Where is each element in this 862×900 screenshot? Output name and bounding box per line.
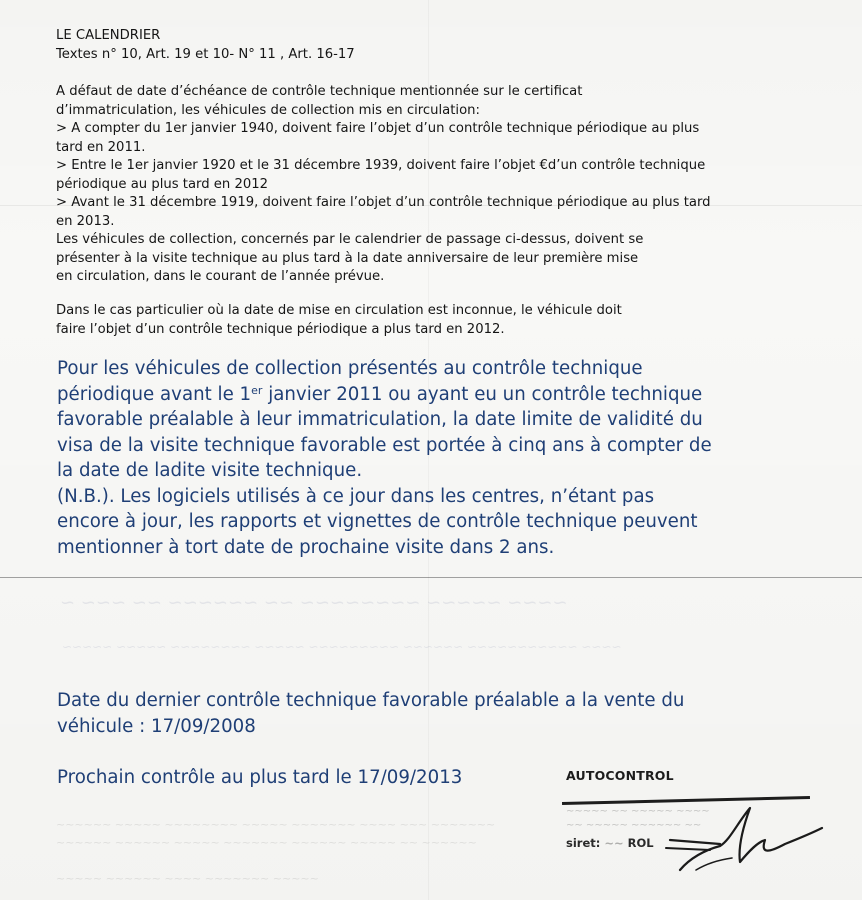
next-control-line: Prochain contrôle au plus tard le 17/09/2013 bbox=[57, 767, 463, 788]
intro-section bbox=[56, 83, 826, 287]
intro-line: d’immatriculation, les véhicules de collection mis en circulation: bbox=[56, 102, 480, 118]
bleed-through-text: ~~~~~ ~~~~~~ ~~~~ ~~~~~~~ ~~~~~ bbox=[56, 872, 319, 885]
blue-line bbox=[57, 382, 847, 408]
last-control-section bbox=[57, 688, 847, 739]
intro-line: > Entre le 1er janvier 1920 et le 31 décembre 1939, doivent faire l’objet €d’un contrôle technique bbox=[56, 158, 706, 173]
intro-line: en circulation, dans le courant de l’année prévue. bbox=[56, 269, 385, 284]
particular-line: Dans le cas particulier où la date de mise en circulation est inconnue, le véhicule doit bbox=[56, 303, 622, 318]
validity-paragraph bbox=[57, 356, 847, 560]
blue-line: encore à jour, les rapports et vignettes de contrôle technique peuvent bbox=[57, 511, 698, 532]
blue-text: janvier 2011 ou ayant eu un contrôle technique bbox=[262, 383, 703, 405]
heading-subtitle: Textes n° 10, Art. 19 et 10- N° 11 , Art. 16-17 bbox=[56, 46, 355, 62]
bleed-through-text: ~~~~~~ ~~~~~~ ~~~~~ ~~~~~~~ ~~~~~~ ~~~~~ ~~ ~~~~~~ bbox=[56, 836, 477, 849]
intro-line: > Avant le 31 décembre 1919, doivent faire l’objet d’un contrôle technique périodique au plus tard bbox=[56, 195, 711, 210]
blue-line: Pour les véhicules de collection présentés au contrôle technique bbox=[57, 358, 643, 379]
siret-label: siret: bbox=[566, 836, 605, 850]
bleed-through-text: ~ ~~~ ~~ ~~~~~~ ~~ ~~~~~~~~ ~~~~~ ~~~~ bbox=[60, 592, 568, 613]
bleed-through-text: ~~~~~ ~~~~~ ~~~~~~~~ ~~~~~ ~~~~~~~~~ ~~~~~~ ~~~~~~~~~~~ ~~~~ bbox=[62, 640, 622, 654]
intro-line: A défaut de date d’échéance de contrôle technique mentionnée sur le certificat bbox=[56, 84, 583, 99]
intro-line: Les véhicules de collection, concernés par le calendrier de passage ci-dessus, doivent se bbox=[56, 232, 644, 247]
blue-line: la date de ladite visite technique. bbox=[57, 460, 363, 481]
intro-line: > A compter du 1er janvier 1940, doivent faire l’objet d’un contrôle technique périodique au plus bbox=[56, 121, 700, 136]
intro-line: présenter à la visite technique au plus tard à la date anniversaire de leur première mise bbox=[56, 250, 639, 266]
last-control-date: véhicule : 17/09/2008 bbox=[57, 715, 256, 737]
siret-faded: ~~ bbox=[604, 836, 628, 850]
intro-line: en 2013. bbox=[56, 213, 115, 229]
intro-line: tard en 2011. bbox=[56, 139, 146, 155]
blue-text: périodique avant le 1 bbox=[57, 383, 252, 405]
paper-fold-strong bbox=[0, 577, 862, 578]
heading-title: LE CALENDRIER bbox=[56, 28, 161, 43]
particular-line: faire l’objet d’un contrôle technique périodique a plus tard en 2012. bbox=[56, 321, 505, 337]
blue-line: (N.B.). Les logiciels utilisés à ce jour dans les centres, n’étant pas bbox=[57, 485, 655, 507]
blue-line: mentionner à tort date de prochaine visite dans 2 ans. bbox=[57, 536, 555, 558]
document-heading bbox=[56, 27, 826, 64]
next-control-section bbox=[57, 765, 847, 791]
particular-case-section bbox=[56, 302, 826, 339]
last-control-line: Date du dernier contrôle technique favorable préalable a la vente du bbox=[57, 690, 685, 711]
siret-tail: ROL bbox=[627, 836, 654, 850]
bleed-through-text: ~~~~~~ ~~~~~ ~~~~~~~~ ~~~~~ ~~~~~~~ ~~~~ ~~~ ~~~~~~~ bbox=[56, 818, 496, 831]
handwritten-signature bbox=[610, 800, 830, 880]
stamp-faint-text: ~~~~~ ~~ ~~~~~ ~~~~ bbox=[566, 806, 710, 817]
stamp-faint-text: ~~ ~~~~~ ~~~~~~ ~~ bbox=[566, 820, 702, 831]
blue-line: favorable préalable à leur immatriculation, la date limite de validité du bbox=[57, 409, 703, 430]
stamp-company-name: AUTOCONTROL bbox=[566, 768, 674, 783]
ordinal-superscript: er bbox=[251, 383, 263, 397]
blue-line: visa de la visite technique favorable est portée à cinq ans à compter de bbox=[57, 434, 712, 456]
intro-line: périodique au plus tard en 2012 bbox=[56, 176, 269, 192]
